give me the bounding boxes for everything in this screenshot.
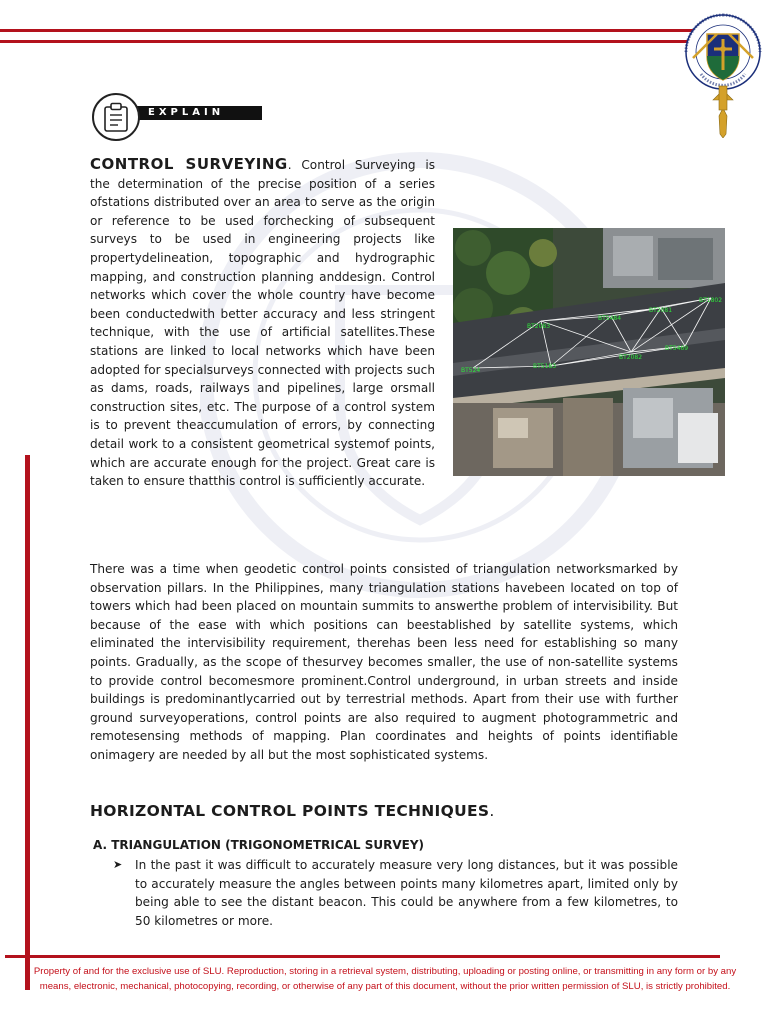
header-rule-bottom xyxy=(0,40,705,43)
university-seal-logo xyxy=(683,12,763,138)
arrowhead-bullet-icon: ➤ xyxy=(113,858,123,871)
clipboard-icon xyxy=(92,93,140,141)
station-label: BT524 xyxy=(461,367,481,374)
triangulation-heading: A. TRIANGULATION (TRIGONOMETRICAL SURVEY) xyxy=(93,838,425,852)
header-rule-top xyxy=(0,29,705,32)
explain-badge xyxy=(92,93,262,141)
intro-heading: CONTROL SURVEYING xyxy=(90,155,288,173)
station-label: BT2081 xyxy=(649,307,673,314)
station-label: BT2082 xyxy=(619,354,643,361)
explain-label: EXPLAIN xyxy=(132,106,262,120)
left-accent-rule xyxy=(25,455,30,990)
section-heading-punct: . xyxy=(489,802,495,820)
intro-text: . Control Surveying is the determination of the precise position of a series ofstations distributed over an area to serve as the origin or reference to be used forchecking of subsequent surveys to be used in engineering projects like propertydelineation, topographic and hydrographic mapping, and construction planning anddesign. Control networks which cover the whole country have become been conductedwith better accuracy and less stringent technique, with the use of artificial satellites.These stations are linked to local networks which have been adopted for specialsurveys connected with projects such as dams, roads, railways and pipelines, large orsmall construction sites, etc. The purpose of a control system is to prevent theaccumulation of errors, by connecting detail work to a consistent geometrical systemof points, which are accurate enough for the project. Great care is taken to ensure thatthis control is sufficiently accurate. xyxy=(90,158,436,489)
section-heading-text: HORIZONTAL CONTROL POINTS TECHNIQUES xyxy=(90,802,490,820)
station-label: BT2083 xyxy=(527,323,551,330)
intro-paragraph xyxy=(90,155,435,491)
station-label: BT1802 xyxy=(699,297,723,304)
bullet-text: In the past it was difficult to accurately measure very long distances, but it was possible to accurately measure the angles between points many kilometres apart, limited only by being able to see the distant beacon. This could be anywhere from a few kilometres, to 50 kilometres or more. xyxy=(135,858,678,928)
station-label: BT5484 xyxy=(598,315,622,322)
aerial-control-network-photo xyxy=(453,228,725,476)
section-heading xyxy=(90,802,495,820)
station-label: BT5469 xyxy=(665,345,689,352)
body-paragraph-2: There was a time when geodetic control points consisted of triangulation networksmarked by observation pillars. In the Philippines, many triangulation stations havebeen located on top of towers which had been placed on mountain summits to answerthe problem of intervisibility. But because of the ease with which positions can beestablished by satellite systems, which eliminated the intervisibility requirement, therehas been less need for establishing so many points. Gradually, as the scope of thesurvey becomes smaller, the use of non-satellite systems to provide control becomesmore prominent.Control underground, in urban streets and inside buildings is predominantlycarried out by terrestrial methods. Apart from their use with further ground surveyoperations, control points are also required to augment photogrammetric and remotesensing methods of mapping. Plan coordinates and heights of points identifiable onimagery are needed by all but the most sophisticated systems. xyxy=(90,562,678,762)
copyright-footer: Property of and for the exclusive use of SLU. Reproduction, storing in a retrieval system, distributing, uploading or posting online, or transmitting in any form or by any means, electronic, mechanical, photocopying, recording, or otherwise of any part of this document, without the prior written permission of SLU, is strictly prohibited. xyxy=(33,966,737,992)
footer-rule xyxy=(5,955,720,958)
station-label: BT5183 xyxy=(533,363,557,370)
list-item xyxy=(113,856,678,930)
